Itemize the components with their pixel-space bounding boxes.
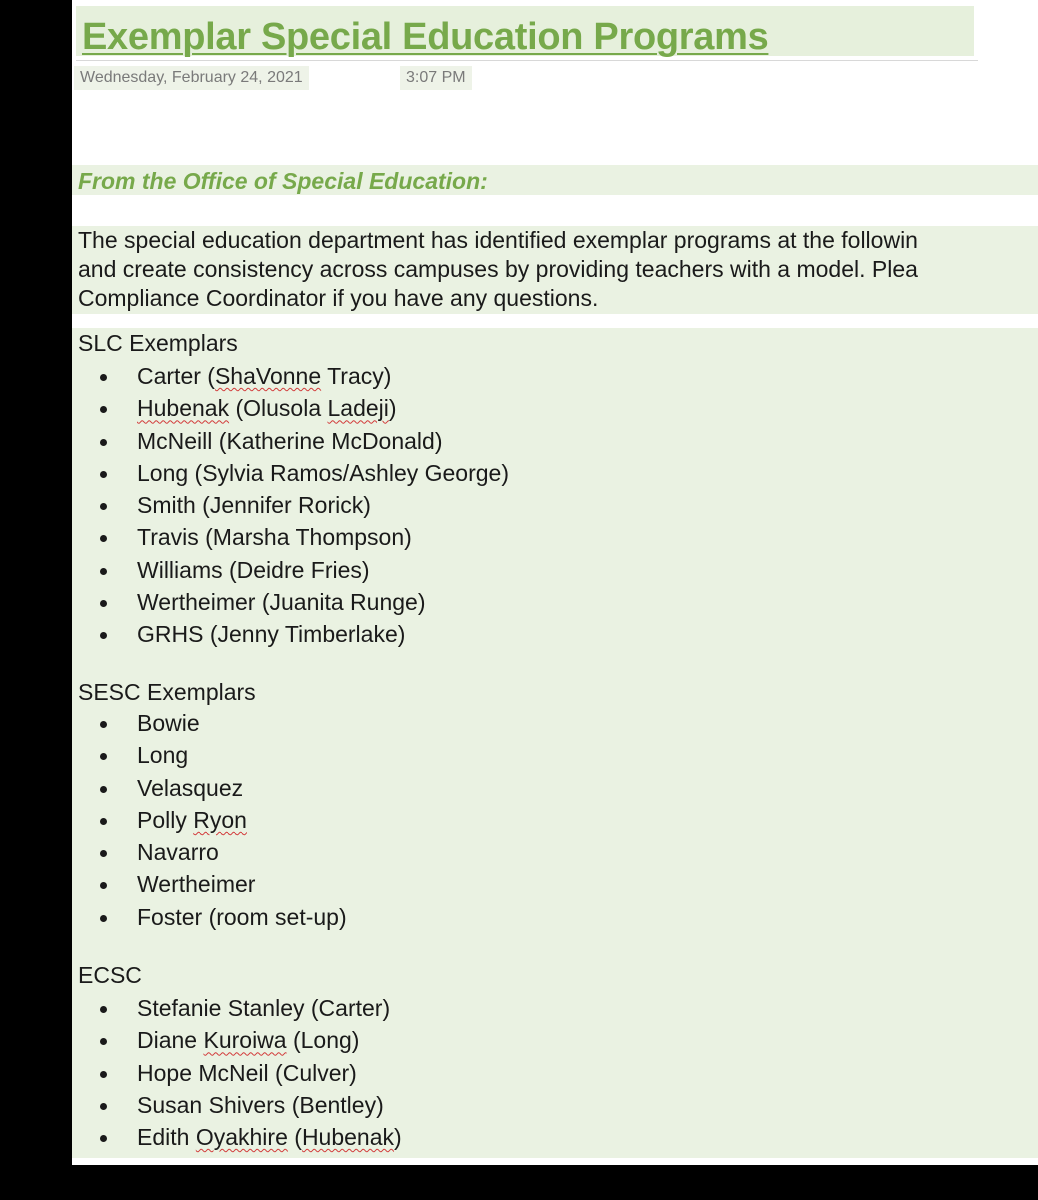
list-item [72, 618, 509, 650]
ecsc-list [72, 992, 402, 1153]
list-item-text: (Long) [286, 1027, 360, 1054]
list-item [72, 772, 347, 804]
list-item-text: McNeill (Katherine McDonald) [137, 427, 443, 454]
bullet-icon [100, 568, 107, 575]
slc-list [72, 360, 509, 651]
list-item [72, 992, 402, 1024]
list-item-text: Hope McNeil (Culver) [137, 1059, 357, 1086]
list-item [72, 1121, 402, 1153]
list-item [72, 901, 347, 933]
list-item-text: Bowie [137, 710, 200, 736]
bullet-icon [100, 1038, 107, 1045]
bullet-icon [100, 915, 107, 922]
list-item-text: Long (Sylvia Ramos/Ashley George) [137, 459, 509, 486]
bullet-icon [100, 632, 107, 639]
misspelled-word: Ryon [193, 806, 247, 833]
list-item-text: Carter ( [137, 363, 215, 389]
list-item [72, 1057, 402, 1089]
bullet-icon [100, 503, 107, 510]
list-item [72, 489, 509, 521]
list-item-text: Edith [137, 1124, 196, 1151]
list-item-text: Polly [137, 806, 194, 833]
list-item-text: Diane [137, 1027, 204, 1054]
list-item-text: ( [287, 1124, 302, 1151]
document-page [72, 0, 1038, 1165]
list-item [72, 707, 347, 739]
section-title-slc: SLC Exemplars [78, 330, 238, 356]
list-item-text: ) [394, 1124, 402, 1151]
list-item [72, 554, 509, 586]
list-item-text: Velasquez [137, 774, 244, 801]
bullet-icon [100, 1006, 107, 1013]
list-item [72, 425, 509, 457]
list-item [72, 521, 509, 553]
list-item-text: Travis (Marsha Thompson) [137, 524, 412, 551]
list-item-text: Williams (Deidre Fries) [137, 556, 370, 583]
bullet-icon [100, 600, 107, 607]
intro-paragraph [78, 226, 1038, 313]
bullet-icon [100, 1135, 107, 1142]
intro-line: The special education department has identified exemplar programs at the followin [78, 227, 918, 253]
list-item-text: Wertheimer (Juanita Runge) [137, 589, 426, 616]
list-item-text: Long [137, 742, 189, 769]
date-stamp: Wednesday, February 24, 2021 [74, 66, 309, 90]
list-item [72, 1024, 402, 1056]
list-item [72, 457, 509, 489]
list-item-text: Tracy) [321, 363, 392, 389]
misspelled-word: Kuroiwa [203, 1027, 287, 1054]
page-title: Exemplar Special Education Programs [82, 16, 769, 58]
bullet-icon [100, 471, 107, 478]
bullet-icon [100, 374, 107, 381]
title-divider [76, 60, 978, 61]
title-bar [76, 6, 974, 56]
misspelled-word: Hubenak [301, 1124, 395, 1151]
list-item [72, 392, 509, 424]
list-item-text: GRHS (Jenny Timberlake) [137, 621, 406, 648]
section-title-sesc: SESC Exemplars [78, 679, 256, 705]
list-item-text: Foster (room set-up) [137, 903, 347, 930]
section-title-ecsc: ECSC [78, 962, 142, 988]
bullet-icon [100, 850, 107, 857]
bullet-icon [100, 721, 107, 728]
misspelled-word: Hubenak [137, 395, 230, 422]
list-item [72, 739, 347, 771]
time-stamp: 3:07 PM [400, 66, 472, 90]
bullet-icon [100, 535, 107, 542]
bullet-icon [100, 1103, 107, 1110]
list-item-text: Wertheimer [137, 871, 256, 898]
intro-line: and create consistency across campuses by providing teachers with a model. Plea [78, 256, 918, 282]
list-item-text: Stefanie Stanley (Carter) [137, 995, 391, 1021]
misspelled-word: Ladeji [327, 395, 389, 422]
bullet-icon [100, 753, 107, 760]
list-item [72, 868, 347, 900]
misspelled-word: ShaVonne [214, 363, 322, 389]
list-item-text: Navarro [137, 839, 219, 866]
list-item [72, 360, 509, 392]
list-item-text: Susan Shivers (Bentley) [137, 1091, 384, 1118]
misspelled-word: Oyakhire [195, 1124, 288, 1151]
bullet-icon [100, 439, 107, 446]
bullet-icon [100, 786, 107, 793]
intro-line: Compliance Coordinator if you have any questions. [78, 285, 599, 311]
list-item [72, 1089, 402, 1121]
sesc-list [72, 707, 347, 933]
bullet-icon [100, 1071, 107, 1078]
bullet-icon [100, 882, 107, 889]
list-item-text: ) [388, 395, 397, 422]
list-item [72, 586, 509, 618]
office-heading: From the Office of Special Education: [78, 168, 488, 194]
list-item [72, 804, 347, 836]
list-item-text: (Olusola [229, 395, 328, 422]
bullet-icon [100, 818, 107, 825]
bullet-icon [100, 406, 107, 413]
list-item-text: Smith (Jennifer Rorick) [137, 492, 371, 519]
list-item [72, 836, 347, 868]
